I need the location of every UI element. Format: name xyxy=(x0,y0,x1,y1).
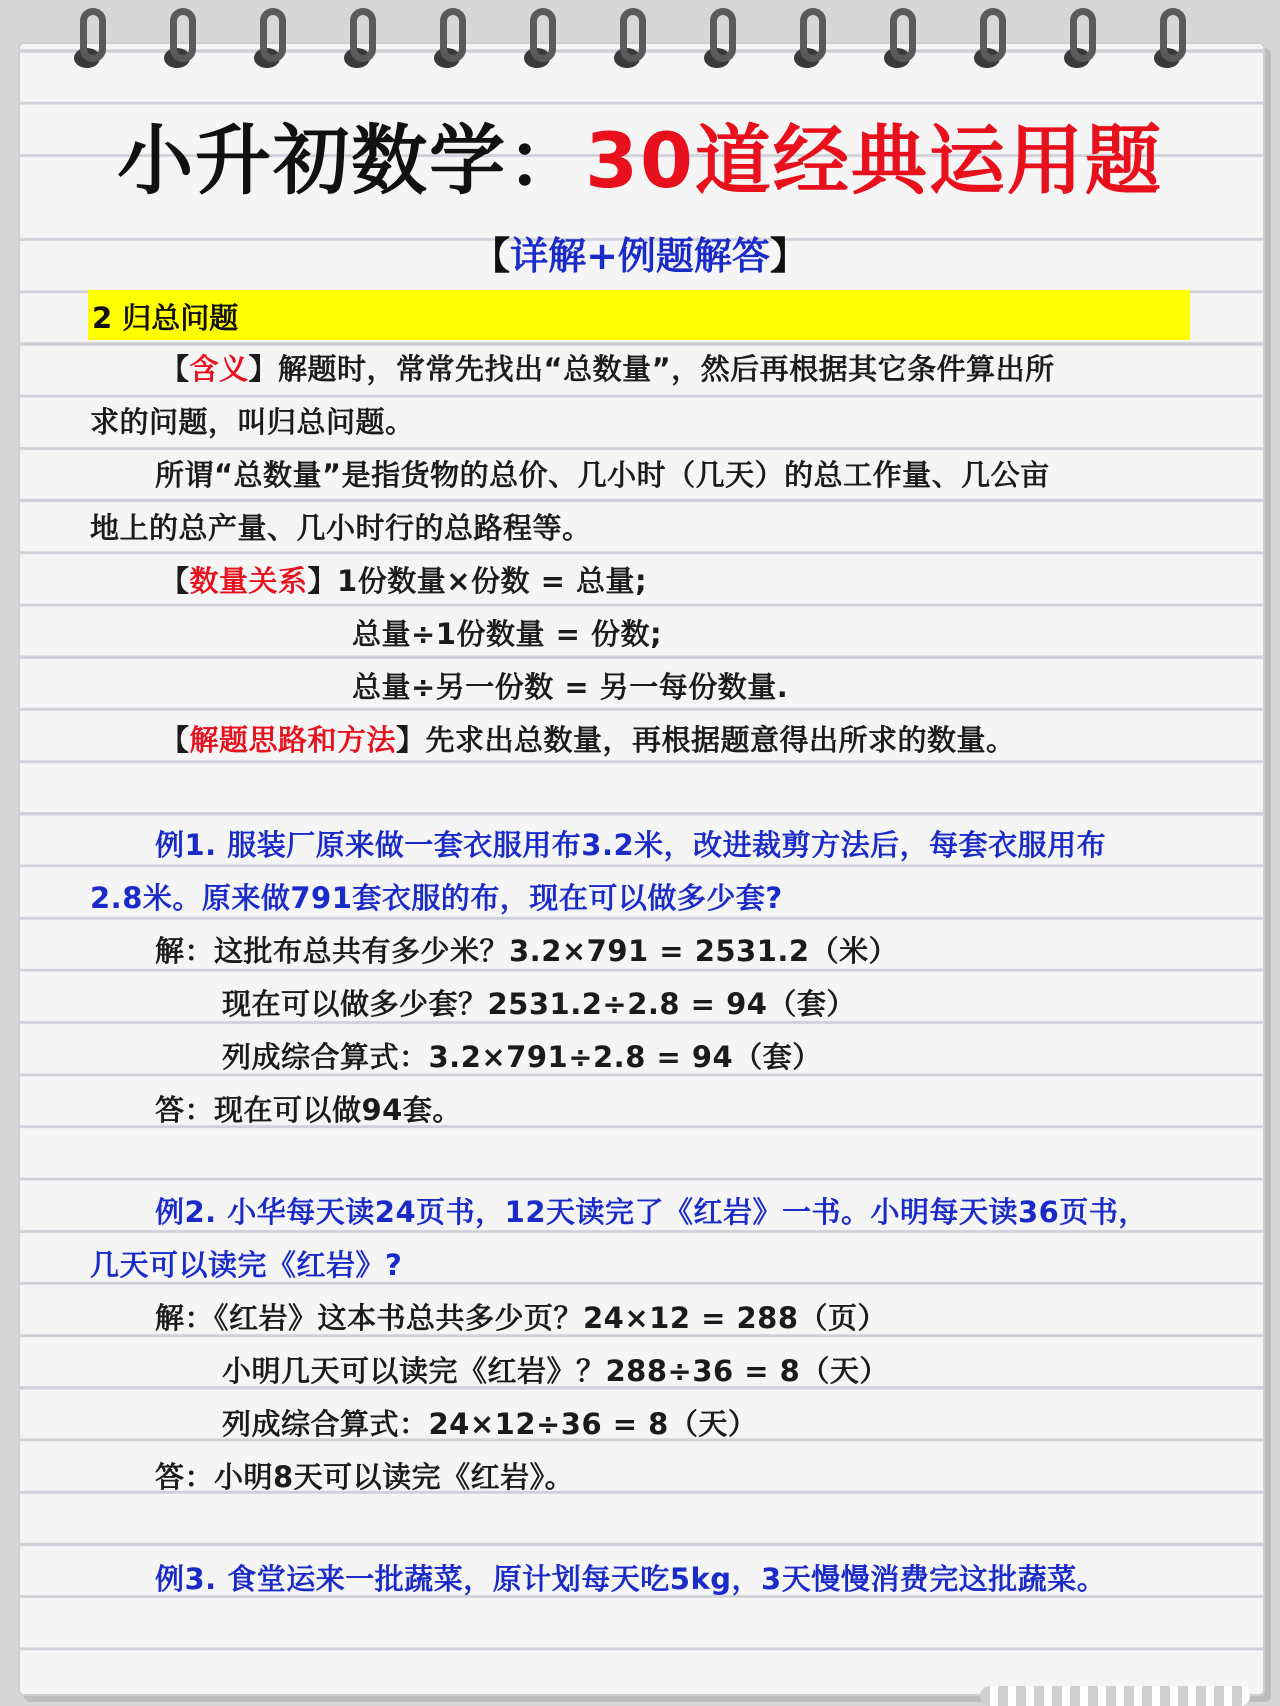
spiral-ring-icon xyxy=(972,8,1022,72)
spiral-ring-icon xyxy=(702,8,752,72)
relation-keyword: 数量关系 xyxy=(189,564,308,598)
example2-solution-3: 列成综合算式：24×12÷36 = 8（天） xyxy=(222,1407,758,1441)
spiral-ring-icon xyxy=(522,8,572,72)
example1-solution-1: 解：这批布总共有多少米？3.2×791 = 2531.2（米） xyxy=(155,934,899,968)
example1-question-1: 例1. 服装厂原来做一套衣服用布3.2米，改进裁剪方法后，每套衣服用布 xyxy=(155,828,1107,862)
spiral-ring-icon xyxy=(612,8,662,72)
page-subtitle xyxy=(0,225,1280,280)
subtitle-open-bracket: 【 xyxy=(472,234,511,278)
meaning-text-1: 解题时，常常先找出“总数量”，然后再根据其它条件算出所 xyxy=(278,352,1055,386)
example2-solution-1: 解：《红岩》这本书总共多少页？24×12 = 288（页） xyxy=(155,1301,888,1335)
page-edge-decoration xyxy=(980,1686,1250,1706)
spiral-ring-icon xyxy=(72,8,122,72)
example1-question-2: 2.8米。原来做791套衣服的布，现在可以做多少套? xyxy=(90,881,783,915)
example2-solution-2: 小明几天可以读完《红岩》？288÷36 = 8（天） xyxy=(222,1354,889,1388)
example1-solution-2: 现在可以做多少套？2531.2÷2.8 = 94（套） xyxy=(222,987,856,1021)
method-line: 【解题思路和方法】先求出总数量，再根据题意得出所求的数量。 xyxy=(160,723,1016,757)
section-heading-bar xyxy=(88,290,1190,340)
example2-question-2: 几天可以读完《红岩》? xyxy=(90,1248,403,1282)
page-title xyxy=(0,100,1280,209)
spiral-ring-icon xyxy=(252,8,302,72)
spiral-ring-icon xyxy=(882,8,932,72)
example1-answer: 答：现在可以做94套。 xyxy=(155,1093,462,1127)
spiral-ring-icon xyxy=(342,8,392,72)
relation-formula-1: 1份数量×份数 = 总量; xyxy=(337,564,648,598)
example3-question-1: 例3. 食堂运来一批蔬菜，原计划每天吃5kg，3天慢慢消费完这批蔬菜。 xyxy=(155,1562,1107,1596)
relation-line-1: 【数量关系】1份数量×份数 = 总量; xyxy=(160,564,648,598)
meaning-line-2: 求的问题，叫归总问题。 xyxy=(90,405,415,439)
method-text: 先求出总数量，再根据题意得出所求的数量。 xyxy=(425,723,1016,757)
meaning-line-3: 所谓“总数量”是指货物的总价、几小时（几天）的总工作量、几公亩 xyxy=(155,458,1050,492)
title-part-black: 小升初数学： xyxy=(117,116,586,205)
spiral-ring-icon xyxy=(792,8,842,72)
subtitle-close-bracket: 】 xyxy=(769,234,808,278)
example2-answer: 答：小明8天可以读完《红岩》。 xyxy=(155,1460,575,1494)
example2-question-1: 例2. 小华每天读24页书，12天读完了《红岩》一书。小明每天读36页书， xyxy=(155,1195,1148,1229)
meaning-line-4: 地上的总产量、几小时行的总路程等。 xyxy=(90,511,592,545)
meaning-line-1: 【含义】解题时，常常先找出“总数量”，然后再根据其它条件算出所 xyxy=(160,352,1055,386)
relation-formula-2: 总量÷1份数量 = 份数; xyxy=(352,617,663,651)
spiral-ring-icon xyxy=(1152,8,1202,72)
method-keyword: 解题思路和方法 xyxy=(189,723,397,757)
example1-solution-3: 列成综合算式：3.2×791÷2.8 = 94（套） xyxy=(222,1040,822,1074)
section-heading: 2 归总问题 xyxy=(92,301,239,335)
spiral-ring-icon xyxy=(432,8,482,72)
spiral-ring-icon xyxy=(1062,8,1112,72)
meaning-keyword: 含义 xyxy=(189,352,249,386)
title-part-red: 30道经典运用题 xyxy=(585,116,1163,205)
relation-formula-3: 总量÷另一份数 = 另一每份数量. xyxy=(352,670,789,704)
spiral-ring-icon xyxy=(162,8,212,72)
subtitle-text: 详解+例题解答 xyxy=(510,234,770,278)
